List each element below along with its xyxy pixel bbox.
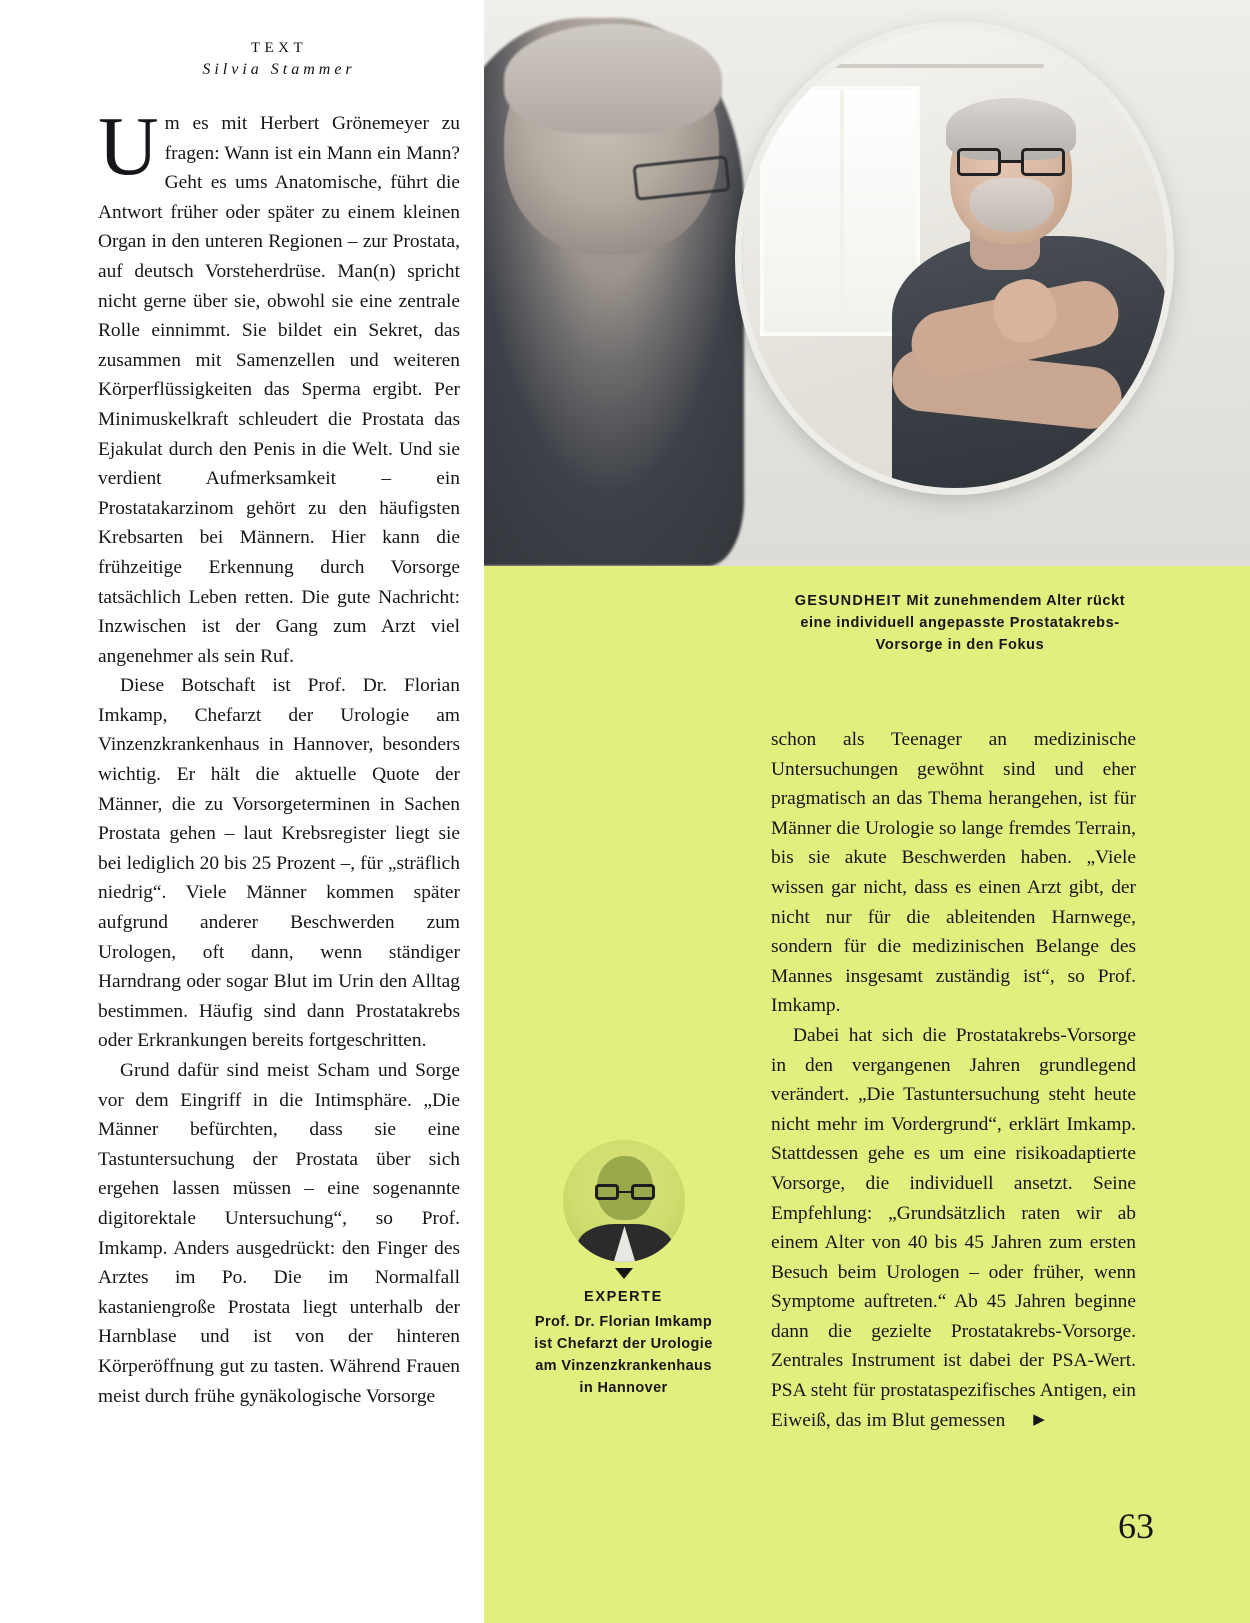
photo-mirror xyxy=(742,28,1167,488)
expert-role-line-1: ist Chefarzt der Urologie xyxy=(534,1336,713,1352)
article-body-right xyxy=(771,725,1136,1437)
expert-label: EXPERTE xyxy=(584,1289,663,1305)
left-text-column xyxy=(98,40,460,1411)
byline-author: Silvia Stammer xyxy=(202,61,356,78)
photo-caption xyxy=(780,590,1140,656)
paragraph: Grund dafür sind meist Scham und Sorge vor dem Eingriff in die Intimsphäre. „Die Männer befürchten, dass sie eine Tastuntersuchung der Prostata über sich ergehen lassen müssen – eine sogenannte digitorektale Untersuchung“, so Prof. Imkamp. Anders ausgedrückt: den Finger des Arztes im Po. Die im Normalfall kastaniengroße Prostata liegt unterhalb der Harnblase und ist von der hinteren Körperöffnung gut zu tasten. Während Frauen meist durch frühe gynäkologische Vorsorge xyxy=(98,1060,460,1407)
glasses-icon xyxy=(957,148,1065,178)
paragraph: schon als Teenager an medizinische Untersuchungen gewöhnt sind und eher pragmatisch an das Thema herangehen, ist für Männer die Urologie so lange fremdes Terrain, bis sie akute Beschwerden haben. „Viele wissen gar nicht, dass es einen Arzt gibt, der nicht nur für die ableitenden Harnwege, sondern für die medizinischen Belange des Mannes insgesamt zuständig ist“, so Prof. Imkamp. xyxy=(771,729,1136,1017)
photo-hair-foreground xyxy=(504,24,722,134)
paragraph-text: Dabei hat sich die Prostatakrebs-Vorsorge in den vergangenen Jahren grundlegend verändert. „Die Tastuntersuchung steht heute nicht mehr im Vordergrund“, erklärt Imkamp. Stattdessen gehe es um eine risikoadaptierte Vorsorge, die individuell ansetzt. Seine Empfehlung: „Grundsätzlich raten wir ab einem Alter von 40 bis 45 Jahren zum ersten Besuch beim Urologen – oder früher, wenn Symptome auftreten.“ Ab 45 Jahren beginne dann die gezielte Prostatakrebs-Vorsorge. Zentrales Instrument ist dabei der PSA-Wert. PSA steht für prostataspezifisches Antigen, ein Eiweiß, das im Blut gemessen xyxy=(771,1024,1136,1431)
paragraph: Diese Botschaft ist Prof. Dr. Florian Imkamp, Chefarzt der Urologie am Vinzenzkrankenhaus in Hannover, besonders wichtig. Er hält die aktuelle Quote der Männer, die zu Vorsorgeterminen in Sachen Prostata gehen – laut Krebsregister liegt sie bei lediglich 20 bis 25 Prozent –, für „sträflich niedrig“. Viele Männer kommen später aufgrund anderer Beschwerden zum Urologen, oft dann, wenn ständiger Harndrang oder sogar Blut im Urin den Alltag bestimmen. Häufig sind dann Prostatakrebs oder Erkrankungen bereits fortgeschritten. xyxy=(98,675,460,1052)
photo-man-beard xyxy=(970,178,1054,232)
right-panel xyxy=(484,0,1250,1623)
triangle-pointer-icon xyxy=(615,1268,633,1279)
expert-name: Prof. Dr. Florian Imkamp xyxy=(534,1314,713,1330)
byline-label: TEXT xyxy=(250,40,308,56)
paragraph xyxy=(771,1021,1136,1437)
drop-cap: U xyxy=(98,100,159,193)
paragraph: m es mit Herbert Grönemeyer zu fragen: Wann ist ein Mann ein Mann? Geht es ums Anatomische, führt die Antwort früher oder später zu einem kleinen Organ in den unteren Regionen – zur Prostata, auf deutsch Vorsteherdrüse. Man(n) spricht nicht gerne über sie, obwohl sie eine zentrale Rolle einnimmt. Sie bildet ein Sekret, das zusammen mit Samenzellen und weiteren Körperflüssigkeiten das Sperma ergibt. Per Minimuskelkraft schleudert die Prostata das Ejakulat durch den Penis in die Welt. Und sie verdient Aufmerksamkeit – ein Prostatakarzinom gehört zu den häufigsten Krebsarten bei Männern. Hier kann die frühzeitige Erkennung durch Vorsorge tatsächlich Leben retten. Die gute Nachricht: Inzwischen ist der Gang zum Arzt viel angenehmer als sein Ruf. xyxy=(98,113,460,667)
photo-curtain-rail xyxy=(754,64,1044,68)
avatar xyxy=(563,1140,685,1262)
caption-kicker: GESUNDHEIT xyxy=(794,593,902,609)
continuation-arrow-icon: ▶ xyxy=(1033,1411,1045,1428)
article-photo xyxy=(484,0,1250,566)
expert-role-line-2: am Vinzenzkrankenhaus xyxy=(535,1358,712,1374)
expert-box xyxy=(506,1140,741,1399)
caption-text: Mit zunehmendem Alter rückt eine individuell angepasste Prostatakrebs-Vorsorge in den Fokus xyxy=(800,593,1126,653)
page-number: 63 xyxy=(1118,1506,1154,1546)
expert-role-line-3: in Hannover xyxy=(579,1380,668,1396)
article-body-left xyxy=(98,100,460,1411)
glasses-icon xyxy=(595,1184,655,1202)
